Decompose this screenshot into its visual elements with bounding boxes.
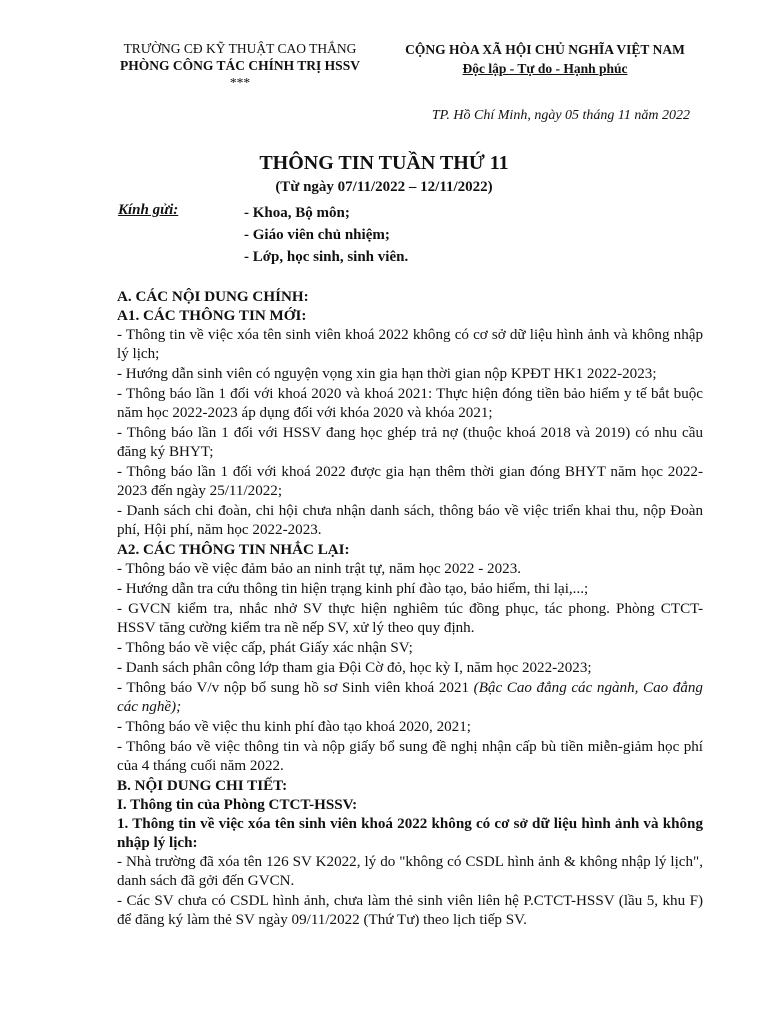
- document-subtitle: (Từ ngày 07/11/2022 – 12/11/2022): [275, 179, 493, 195]
- a2-item-text: - Thông báo V/v nộp bổ sung hồ sơ Sinh viên khoá 2021: [117, 680, 474, 696]
- a1-item: - Thông báo lần 1 đối với HSSV đang học ghép trả nợ (thuộc khoá 2018 và 2019) có nhu cầu đăng ký BHYT;: [117, 425, 703, 460]
- b1-sub1-heading: 1. Thông tin về việc xóa tên sinh viên khoá 2022 không có cơ sở dữ liệu hình ảnh và không nhập lý lịch:: [117, 816, 703, 851]
- office-name: PHÒNG CÔNG TÁC CHÍNH TRỊ HSSV: [120, 58, 360, 73]
- school-name: TRƯỜNG CĐ KỸ THUẬT CAO THẮNG: [123, 41, 357, 56]
- recipient-item: - Khoa, Bộ môn;: [244, 205, 350, 221]
- section-b-heading: B. NỘI DUNG CHI TIẾT:: [117, 778, 288, 794]
- header-left: [90, 40, 390, 91]
- b1-sub1-item: - Các SV chưa có CSDL hình ảnh, chưa làm thẻ sinh viên liên hệ P.CTCT-HSSV (lầu 5, khu F) để đăng ký làm thẻ SV ngày 09/11/2022 (Thứ Tư) theo lịch tiếp SV.: [117, 893, 703, 928]
- b1-sub1-item: - Nhà trường đã xóa tên 126 SV K2022, lý do "không có CSDL hình ảnh & không nhập lý lịch", danh sách đã gởi đến GVCN.: [117, 854, 703, 889]
- a2-item: - Thông báo về việc đảm bảo an ninh trật tự, năm học 2022 - 2023.: [117, 561, 522, 577]
- section-a2-heading: A2. CÁC THÔNG TIN NHẮC LẠI:: [117, 542, 350, 558]
- a2-item: - Thông báo về việc thông tin và nộp giấy bổ sung đề nghị nhận cấp bù tiền miễn-giảm học phí của 4 tháng cuối năm 2022.: [117, 739, 703, 774]
- document-title: THÔNG TIN TUẦN THỨ 11: [259, 152, 509, 174]
- section-b1-heading: I. Thông tin của Phòng CTCT-HSSV:: [117, 797, 358, 813]
- recipients-list: [244, 202, 544, 268]
- header-right: [380, 40, 710, 78]
- recipients-label: Kính gửi:: [118, 202, 179, 218]
- republic-title: CỘNG HÒA XÃ HỘI CHỦ NGHĨA VIỆT NAM: [405, 42, 685, 57]
- header-stars: ***: [229, 75, 251, 90]
- national-motto: Độc lập - Tự do - Hạnh phúc: [462, 61, 628, 76]
- a1-item: - Thông báo lần 1 đối với khoá 2022 được gia hạn thêm thời gian đóng BHYT năm học 2022-2023 đến ngày 25/11/2022;: [117, 464, 703, 499]
- recipient-item: - Giáo viên chủ nhiệm;: [244, 227, 390, 243]
- a2-item: [117, 679, 703, 717]
- a1-item: - Thông báo lần 1 đối với khoá 2020 và khoá 2021: Thực hiện đóng tiền bảo hiểm y tế bắt buộc năm học 2022-2023 áp dụng đối với khóa 2020 và khóa 2021;: [117, 386, 703, 421]
- a1-item: - Hướng dẫn sinh viên có nguyện vọng xin gia hạn thời gian nộp KPĐT HK1 2022-2023;: [117, 366, 657, 382]
- dateline: TP. Hồ Chí Minh, ngày 05 tháng 11 năm 2022: [431, 108, 690, 123]
- a2-item: - GVCN kiểm tra, nhắc nhở SV thực hiện nghiêm túc đồng phục, tác phong. Phòng CTCT-HSSV tăng cường kiểm tra nề nếp SV, xử lý theo quy định.: [117, 601, 703, 636]
- document-body: [117, 288, 703, 931]
- a2-item: - Thông báo về việc thu kinh phí đào tạo khoá 2020, 2021;: [117, 719, 471, 735]
- a2-item: - Thông báo về việc cấp, phát Giấy xác nhận SV;: [117, 640, 413, 656]
- a2-item: - Danh sách phân công lớp tham gia Đội Cờ đỏ, học kỳ I, năm học 2022-2023;: [117, 660, 592, 676]
- a1-item: - Danh sách chi đoàn, chi hội chưa nhận danh sách, thông báo về việc triển khai thu, nộp Đoàn phí, Hội phí, năm học 2022-2023.: [117, 503, 703, 538]
- section-a-heading: A. CÁC NỘI DUNG CHÍNH:: [117, 289, 309, 305]
- a2-item: - Hướng dẫn tra cứu thông tin hiện trạng kinh phí đào tạo, bảo hiểm, thi lại,...;: [117, 581, 589, 597]
- section-a1-heading: A1. CÁC THÔNG TIN MỚI:: [117, 308, 307, 324]
- a1-item: - Thông tin về việc xóa tên sinh viên khoá 2022 không có cơ sở dữ liệu hình ảnh và không nhập lý lịch;: [117, 327, 703, 362]
- a2-item-italic: (Bậc Cao đẳng các ngành, Cao đẳng các nghề);: [117, 680, 703, 715]
- recipient-item: - Lớp, học sinh, sinh viên.: [244, 249, 409, 265]
